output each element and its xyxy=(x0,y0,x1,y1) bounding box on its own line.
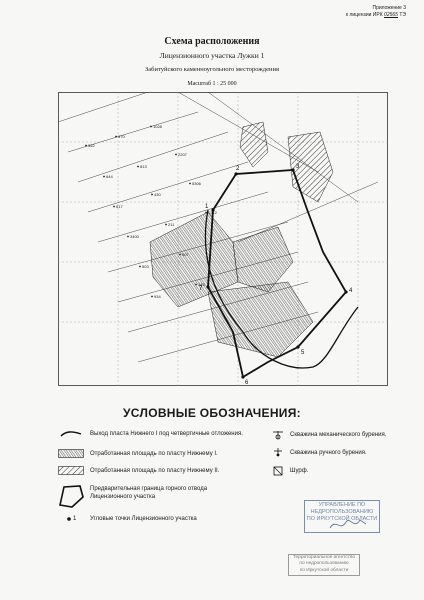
legend-item-marker: 1 xyxy=(73,516,77,522)
borehole-label: 607 xyxy=(182,252,189,257)
corner-point-label: 7 xyxy=(199,286,203,292)
borehole-label: 1028 xyxy=(153,124,162,129)
stamp-line: Территориальное агентство xyxy=(292,555,356,560)
borehole-label: 1212 xyxy=(208,210,217,215)
corner-point-label: 5 xyxy=(301,350,305,356)
stamp-line: по недропользованию xyxy=(299,561,349,567)
license-number: 02565 xyxy=(384,12,398,18)
borehole-point xyxy=(151,194,153,196)
corner-point-label: 3 xyxy=(296,164,300,170)
map-canvas xyxy=(58,92,388,386)
borehole-point xyxy=(175,154,177,156)
boundary-symbol xyxy=(56,483,86,509)
borehole-point xyxy=(113,206,115,208)
title-block xyxy=(0,36,424,87)
worked-area-seam-2 xyxy=(240,122,333,202)
agency-stamp xyxy=(288,554,360,576)
borehole-label: 644 xyxy=(106,174,113,179)
borehole-label: 503 xyxy=(142,264,149,269)
legend-title: УСЛОВНЫЕ ОБОЗНАЧЕНИЯ: xyxy=(123,406,301,420)
borehole-label: 934 xyxy=(154,294,161,299)
mechanical-well-icon xyxy=(271,430,285,440)
corner-point-label: 1 xyxy=(205,204,209,210)
legend-item-corner-points: Угловые точки Лицензионного участка xyxy=(90,516,197,522)
borehole-label: 211 xyxy=(168,222,175,227)
legend-item-manual-well: Скважина ручного бурения. xyxy=(290,450,367,456)
map-title: Схема расположения xyxy=(164,36,260,47)
map-subtitle: Лицензионного участка Лужки 1 xyxy=(159,51,265,60)
borehole-label: 5306 xyxy=(192,181,201,186)
borehole-label: 145 xyxy=(198,282,205,287)
borehole-label: 617 xyxy=(116,204,123,209)
signature-mark xyxy=(328,514,368,534)
legend-item-outcrop: Выход пласта Нижнего I под четвертичные отложения. xyxy=(90,431,243,437)
pit-icon xyxy=(272,466,284,476)
borehole-point xyxy=(179,254,181,256)
borehole-point xyxy=(139,266,141,268)
stamp-line: ПО ИРКУТСКОЙ ОБЛАСТИ xyxy=(306,516,378,522)
map-subtitle-deposit: Забитуйского каменноугольного месторождения xyxy=(145,66,279,73)
borehole-label: 352 xyxy=(88,143,95,148)
borehole-label: 3400 xyxy=(130,234,139,239)
borehole-point xyxy=(205,212,207,214)
worked-seam-2-symbol xyxy=(58,466,84,475)
stamp-line: УПРАВЛЕНИЕ ПО xyxy=(318,502,366,508)
corner-note xyxy=(346,5,406,19)
corner-note-line1: Приложение 3 xyxy=(372,5,406,11)
corner-point-label: 4 xyxy=(349,288,353,294)
legend-item-mechanical-well: Скважина механического бурения. xyxy=(290,432,387,438)
borehole-point xyxy=(115,136,117,138)
borehole-label: 430 xyxy=(154,192,161,197)
corner-point-label: 2 xyxy=(236,166,240,172)
legend-item-pit: Шурф. xyxy=(290,468,309,474)
legend-item-boundary: Предварительная граница горного отвода Лицензионного участка xyxy=(90,486,208,500)
corner-note-suffix: ТЭ xyxy=(399,12,406,18)
borehole-point xyxy=(195,284,197,286)
borehole-label: 813 xyxy=(140,164,147,169)
stamp-line: по Иркутской области xyxy=(299,567,349,573)
borehole-point xyxy=(137,166,139,168)
borehole-point xyxy=(150,126,152,128)
stamp-line: НЕДРОПОЛЬЗОВАНИЮ xyxy=(310,509,374,515)
borehole-point xyxy=(189,183,191,185)
borehole-point xyxy=(165,224,167,226)
outcrop-line-symbol xyxy=(60,430,82,438)
worked-area-seam-1 xyxy=(150,212,313,357)
borehole-point xyxy=(127,236,129,238)
legend-item-seam-2: Отработанная площадь по пласту Нижнему II. xyxy=(90,468,220,474)
worked-seam-1-symbol xyxy=(58,449,84,458)
legend-item-seam-1: Отработанная площадь по пласту Нижнему I. xyxy=(90,451,218,457)
borehole-label: 370 xyxy=(118,134,125,139)
borehole-point xyxy=(103,176,105,178)
corner-note-prefix: к лицензии ИРК xyxy=(345,12,383,18)
borehole-point xyxy=(151,296,153,298)
borehole-point xyxy=(85,145,87,147)
borehole-label: 2207 xyxy=(178,152,187,157)
corner-point-label: 6 xyxy=(245,380,249,386)
corner-note-line2 xyxy=(346,12,406,19)
manual-well-icon xyxy=(271,447,285,457)
corner-point-symbol xyxy=(66,516,72,522)
map-scale: Масштаб 1 : 25 000 xyxy=(187,81,237,87)
